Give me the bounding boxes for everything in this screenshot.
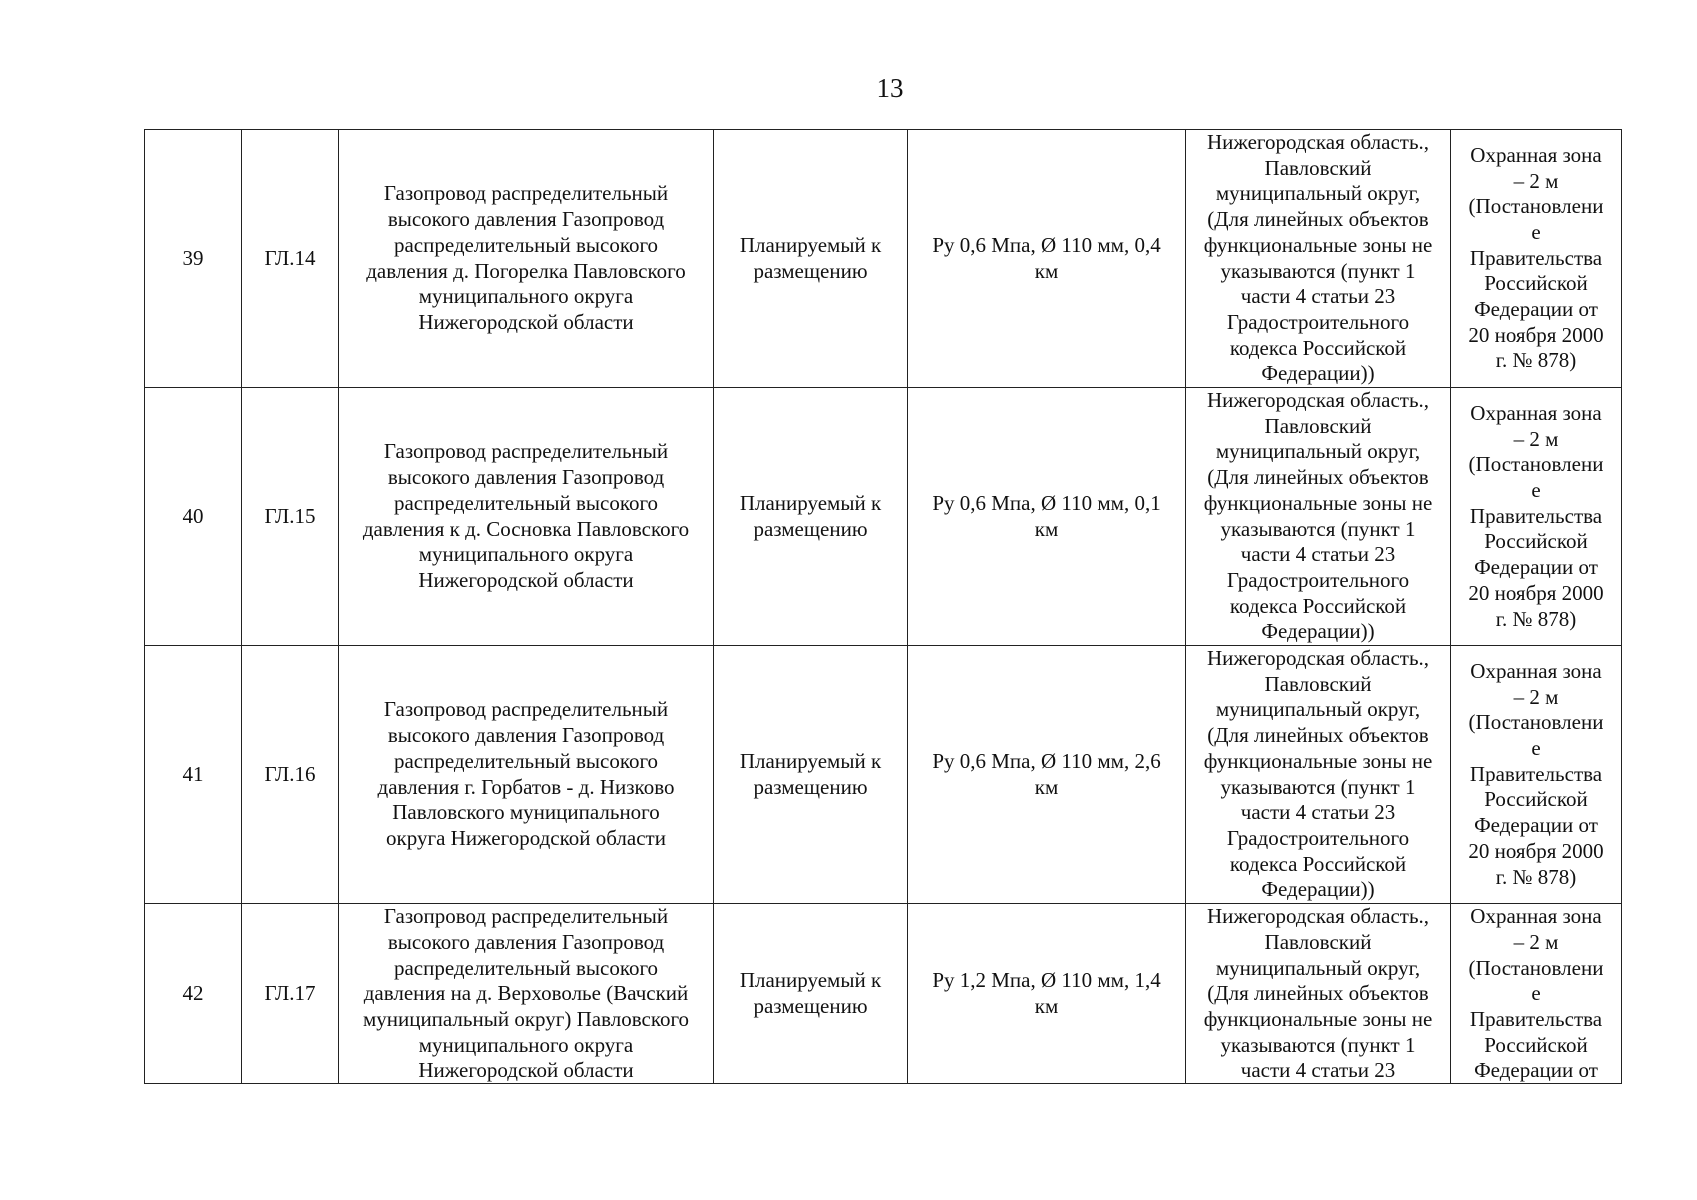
cell-text-line: е [1531,981,1541,1006]
protection-zone-cell [1451,130,1622,388]
cell-text-line: Российской [1484,1032,1588,1057]
parameters-cell [908,130,1186,388]
cell-text-line: указываются (пункт 1 [1220,1032,1416,1057]
cell-text-line: муниципальный округ) Павловского [362,1006,690,1031]
row-number-cell: 42 [145,904,242,1084]
cell-text-line: указываются (пункт 1 [1220,516,1416,541]
cell-text-line: км [1034,258,1059,283]
cell-text-line: муниципального округа [418,284,634,309]
cell-text-line: функциональные зоны не [1203,1006,1433,1031]
status-cell [714,388,908,646]
cell-text-line: давления на д. Верховолье (Вачский [363,981,689,1006]
cell-text-line: – 2 м [1513,929,1559,954]
table-body [145,130,1622,1084]
cell-text-line: Газопровод распределительный [383,904,669,929]
cell-text-line: Павловский [1264,413,1372,438]
cell-text-line: г. № 878) [1495,864,1577,889]
cell-text-line: Ру 0,6 Мпа, Ø 110 мм, 0,1 [932,490,1161,515]
table-row [145,388,1622,646]
cell-text-line: муниципального округа [418,1032,634,1057]
protection-zone-cell [1451,904,1622,1084]
cell-text-line: (Постановлени [1468,710,1604,735]
cell-text-line: Правительства [1469,503,1603,528]
cell-text-line: высокого давления Газопровод [387,723,665,748]
row-number-cell: 40 [145,388,242,646]
cell-text-line: 20 ноября 2000 [1468,322,1604,347]
objects-table [144,129,1622,1084]
cell-text-line: Федерации от [1474,555,1598,580]
cell-text-line: размещению [753,993,868,1018]
parameters-cell [908,904,1186,1084]
object-name-cell [339,904,714,1084]
cell-text-line: 20 ноября 2000 [1468,838,1604,863]
cell-text-line: размещению [753,774,868,799]
cell-text-line: Охранная зона [1470,142,1602,167]
cell-text-line: Нижегородской области [418,567,634,592]
cell-text-line: указываются (пункт 1 [1220,774,1416,799]
cell-text-line: части 4 статьи 23 [1240,542,1396,567]
cell-text-line: – 2 м [1513,426,1559,451]
table-row [145,646,1622,904]
cell-text-line: Планируемый к [739,748,882,773]
cell-text-line: км [1034,993,1059,1018]
cell-text-line: Градостроительного [1226,309,1410,334]
cell-text-line: муниципальный округ, [1215,439,1421,464]
cell-text-line: г. № 878) [1495,606,1577,631]
cell-text-line: Российской [1484,787,1588,812]
cell-text-line: Нижегородская область., [1206,904,1430,929]
location-cell [1186,904,1451,1084]
cell-text-line: давления к д. Сосновка Павловского [362,516,690,541]
object-name-cell [339,130,714,388]
cell-text-line: Градостроительного [1226,567,1410,592]
cell-text-line: кодекса Российской [1229,593,1407,618]
cell-text-line: указываются (пункт 1 [1220,258,1416,283]
cell-text-line: Нижегородская область., [1206,646,1430,671]
cell-text-line: Газопровод распределительный [383,697,669,722]
cell-text-line: Газопровод распределительный [383,439,669,464]
cell-text-line: Нижегородской области [418,1058,634,1083]
row-number-cell: 41 [145,646,242,904]
protection-zone-cell [1451,388,1622,646]
cell-text-line: распределительный высокого [393,955,659,980]
cell-text-line: Федерации)) [1261,361,1375,386]
cell-text-line: распределительный высокого [393,748,659,773]
object-code-cell: ГЛ.17 [242,904,339,1084]
cell-text-line: Ру 0,6 Мпа, Ø 110 мм, 2,6 [932,748,1161,773]
status-cell [714,904,908,1084]
cell-text-line: Газопровод распределительный [383,181,669,206]
status-cell [714,646,908,904]
cell-text-line: кодекса Российской [1229,335,1407,360]
cell-text-line: Планируемый к [739,232,882,257]
cell-text-line: высокого давления Газопровод [387,929,665,954]
cell-text-line: распределительный высокого [393,490,659,515]
cell-text-line: Федерации от [1474,813,1598,838]
cell-text-line: (Для линейных объектов [1207,207,1429,232]
cell-text-line: Павловского муниципального [392,800,660,825]
cell-text-line: Нижегородская область., [1206,388,1430,413]
protection-zone-cell [1451,646,1622,904]
cell-text-line: муниципальный округ, [1215,955,1421,980]
cell-text-line: Павловский [1264,929,1372,954]
cell-text-line: Планируемый к [739,490,882,515]
cell-text-line: – 2 м [1513,684,1559,709]
cell-text-line: – 2 м [1513,168,1559,193]
cell-text-line: Федерации от [1474,297,1598,322]
cell-text-line: е [1531,736,1541,761]
location-cell [1186,130,1451,388]
cell-text-line: высокого давления Газопровод [387,465,665,490]
object-code-cell: ГЛ.16 [242,646,339,904]
cell-text-line: функциональные зоны не [1203,232,1433,257]
cell-text-line: Российской [1484,529,1588,554]
cell-text-line: муниципальный округ, [1215,181,1421,206]
cell-text-line: высокого давления Газопровод [387,207,665,232]
object-code-cell: ГЛ.14 [242,130,339,388]
location-cell [1186,646,1451,904]
cell-text-line: части 4 статьи 23 [1240,1058,1396,1083]
cell-text-line: км [1034,516,1059,541]
cell-text-line: Правительства [1469,761,1603,786]
cell-text-line: Охранная зона [1470,400,1602,425]
cell-text-line: Охранная зона [1470,904,1602,929]
parameters-cell [908,388,1186,646]
cell-text-line: (Для линейных объектов [1207,465,1429,490]
cell-text-line: (Постановлени [1468,194,1604,219]
cell-text-line: Нижегородской области [418,309,634,334]
table-row [145,904,1622,1084]
cell-text-line: Градостроительного [1226,825,1410,850]
location-cell [1186,388,1451,646]
cell-text-line: (Постановлени [1468,452,1604,477]
cell-text-line: муниципальный округ, [1215,697,1421,722]
cell-text-line: части 4 статьи 23 [1240,800,1396,825]
table-row [145,130,1622,388]
cell-text-line: муниципального округа [418,542,634,567]
cell-text-line: округа Нижегородской области [386,825,666,850]
cell-text-line: давления г. Горбатов - д. Низково [377,774,675,799]
cell-text-line: Павловский [1264,671,1372,696]
cell-text-line: 20 ноября 2000 [1468,580,1604,605]
cell-text-line: части 4 статьи 23 [1240,284,1396,309]
status-cell [714,130,908,388]
parameters-cell [908,646,1186,904]
cell-text-line: Ру 1,2 Мпа, Ø 110 мм, 1,4 [932,967,1161,992]
cell-text-line: кодекса Российской [1229,851,1407,876]
cell-text-line: Федерации)) [1261,877,1375,902]
cell-text-line: Павловский [1264,155,1372,180]
cell-text-line: Правительства [1469,245,1603,270]
cell-text-line: Федерации)) [1261,619,1375,644]
row-number-cell: 39 [145,130,242,388]
cell-text-line: Российской [1484,271,1588,296]
cell-text-line: Охранная зона [1470,658,1602,683]
cell-text-line: Федерации от [1474,1058,1598,1083]
cell-text-line: (Постановлени [1468,955,1604,980]
cell-text-line: Правительства [1469,1006,1603,1031]
cell-text-line: (Для линейных объектов [1207,723,1429,748]
cell-text-line: е [1531,219,1541,244]
cell-text-line: размещению [753,516,868,541]
cell-text-line: Нижегородская область., [1206,130,1430,154]
cell-text-line: размещению [753,258,868,283]
cell-text-line: Планируемый к [739,967,882,992]
cell-text-line: е [1531,477,1541,502]
cell-text-line: распределительный высокого [393,232,659,257]
cell-text-line: (Для линейных объектов [1207,981,1429,1006]
page-number: 13 [876,73,904,103]
object-name-cell [339,388,714,646]
cell-text-line: г. № 878) [1495,348,1577,373]
cell-text-line: давления д. Погорелка Павловского [366,258,686,283]
object-name-cell [339,646,714,904]
cell-text-line: Ру 0,6 Мпа, Ø 110 мм, 0,4 [932,232,1161,257]
cell-text-line: функциональные зоны не [1203,490,1433,515]
cell-text-line: км [1034,774,1059,799]
cell-text-line: функциональные зоны не [1203,748,1433,773]
object-code-cell: ГЛ.15 [242,388,339,646]
